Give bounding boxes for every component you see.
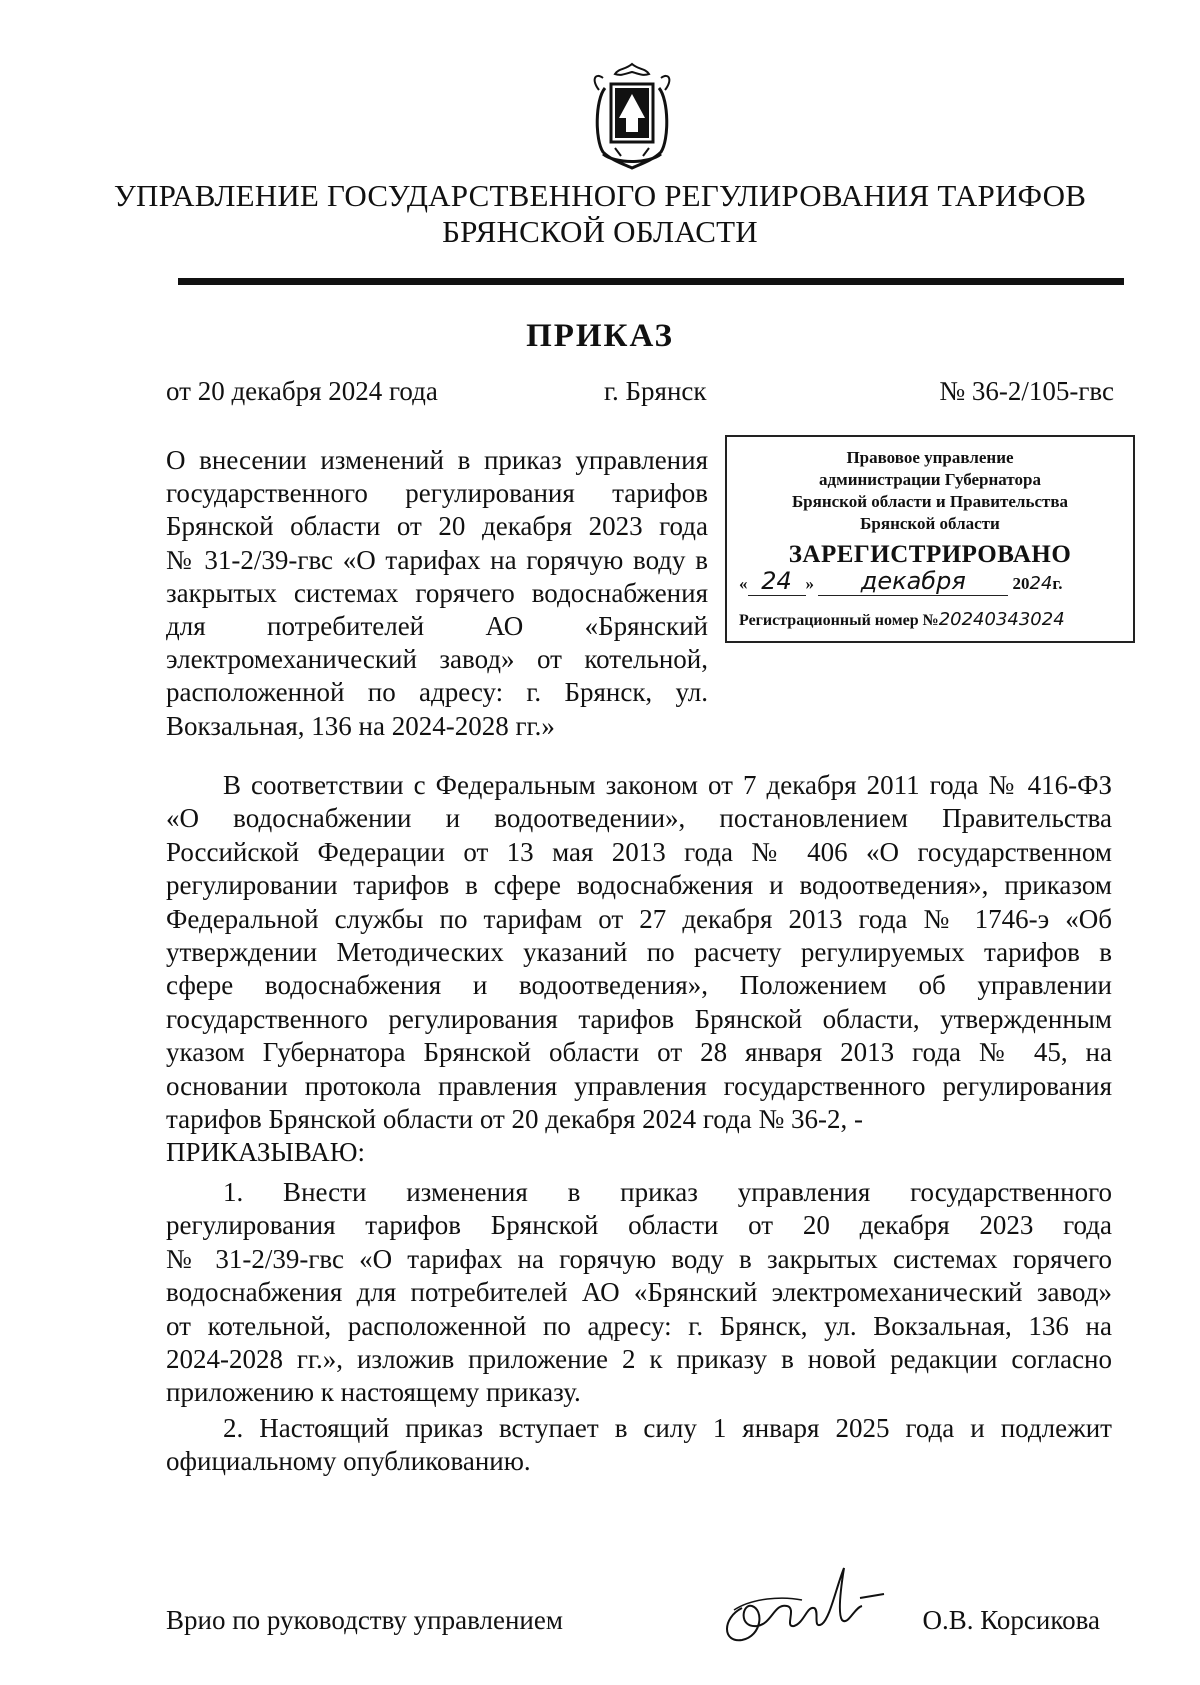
item-line: регулирования тарифов Брянской области от 20 декабря 2023 года: [166, 1210, 1112, 1241]
stamp-date-row: « 24 » декабря 2024г.: [739, 567, 1063, 595]
organization-name-line1: УПРАВЛЕНИЕ ГОСУДАРСТВЕННОГО РЕГУЛИРОВАНИЯ ТАРИФОВ: [113, 178, 1087, 213]
stamp-line: Правовое управление: [846, 448, 1014, 467]
preamble-line: указом Губернатора Брянской области от 28 января 2013 года № 45, на: [166, 1037, 1112, 1068]
subject-line: закрытых системах горячего водоснабжения: [166, 577, 708, 608]
preamble-line: регулировании тарифов в сфере водоснабжения и водоотведения», приказом: [166, 870, 1112, 901]
document-subject: [166, 444, 708, 743]
subject-line: Вокзальная, 136 на 2024-2028 гг.»: [166, 710, 555, 741]
stamp-year-unit: г.: [1052, 574, 1063, 593]
preamble-line: сфере водоснабжения и водоотведения», Положением об управлении: [166, 970, 1112, 1001]
subject-line: Брянской области от 20 декабря 2023 года: [166, 511, 708, 542]
stamp-line: администрации Губернатора: [819, 470, 1041, 489]
stamp-status: ЗАРЕГИСТРИРОВАНО: [788, 541, 1072, 568]
item-line: официальному опубликованию.: [166, 1446, 531, 1477]
item-line: приложению к настоящему приказу.: [166, 1377, 581, 1408]
stamp-day: 24: [748, 567, 806, 596]
document-date: от 20 декабря 2024 года: [166, 376, 438, 406]
document-number: № 36-2/105-гвс: [939, 376, 1114, 406]
stamp-reg-label: Регистрационный номер №: [739, 612, 939, 629]
preamble-line: тарифов Брянской области от 20 декабря 2024 года № 36-2, -: [166, 1104, 863, 1135]
subject-line: для потребителей АО «Брянский: [166, 611, 708, 642]
order-item-2: [166, 1412, 1112, 1479]
preamble-line: основании протокола правления управления государственного регулирования: [166, 1070, 1112, 1101]
order-keyword: ПРИКАЗЫВАЮ:: [166, 1137, 365, 1168]
stamp-year-suffix: 24: [1029, 573, 1053, 594]
item-line: 2024-2028 гг.», изложив приложение 2 к приказу в новой редакции согласно: [166, 1344, 1112, 1375]
stamp-year-prefix: 20: [1012, 574, 1030, 593]
preamble-line: государственного регулирования тарифов Брянской области, утвержденным: [166, 1003, 1112, 1034]
stamp-reg-number: 20240343024: [938, 609, 1065, 630]
header-divider: [178, 278, 1124, 285]
subject-line: государственного регулирования тарифов: [166, 478, 708, 509]
subject-line: № 31-2/39-гвс «О тарифах на горячую воду в: [166, 544, 708, 575]
subject-line: О внесении изменений в приказ управления: [166, 445, 708, 475]
order-item-1: [166, 1176, 1112, 1410]
handwritten-signature-icon: [712, 1548, 892, 1658]
registration-stamp: [725, 435, 1135, 643]
preamble: [166, 769, 1112, 1170]
signatory-position: Врио по руководству управлением: [166, 1605, 563, 1635]
preamble-line: В соответствии с Федеральным законом от 7 декабря 2011 года № 416-ФЗ: [223, 770, 1112, 800]
item-line: от котельной, расположенной по адресу: г. Брянск, ул. Вокзальная, 136 на: [166, 1310, 1112, 1341]
item-line: № 31-2/39-гвс «О тарифах на горячую воду в закрытых системах горячего: [166, 1243, 1112, 1274]
subject-line: расположенной по адресу: г. Брянск, ул.: [166, 677, 708, 708]
item-line: 1. Внести изменения в приказ управления государственного: [223, 1177, 1112, 1207]
item-line: водоснабжения для потребителей АО «Брянский электромеханический завод»: [166, 1277, 1112, 1308]
coat-of-arms-icon: [585, 60, 680, 170]
stamp-month: декабря: [818, 567, 1008, 596]
item-line: 2. Настоящий приказ вступает в силу 1 января 2025 года и подлежит: [223, 1413, 1112, 1443]
preamble-line: утверждении Методических указаний по расчету регулируемых тарифов в: [166, 937, 1112, 968]
preamble-line: «О водоснабжении и водоотведении», постановлением Правительства: [166, 803, 1112, 834]
stamp-line: Брянской области и Правительства: [791, 492, 1069, 511]
signatory-name: О.В. Корсикова: [922, 1605, 1100, 1635]
stamp-line: Брянской области: [860, 514, 1000, 533]
preamble-line: Федеральной службы по тарифам от 27 декабря 2013 года № 1746-э «Об: [166, 903, 1112, 934]
subject-line: электромеханический завод» от котельной,: [166, 644, 708, 675]
preamble-line: Российской Федерации от 13 мая 2013 года № 406 «О государственном: [166, 836, 1112, 867]
stamp-reg-row: [727, 609, 1133, 630]
document-city: г. Брянск: [604, 376, 707, 406]
document-title: ПРИКАЗ: [526, 318, 674, 354]
organization-name-line2: БРЯНСКОЙ ОБЛАСТИ: [442, 214, 758, 249]
